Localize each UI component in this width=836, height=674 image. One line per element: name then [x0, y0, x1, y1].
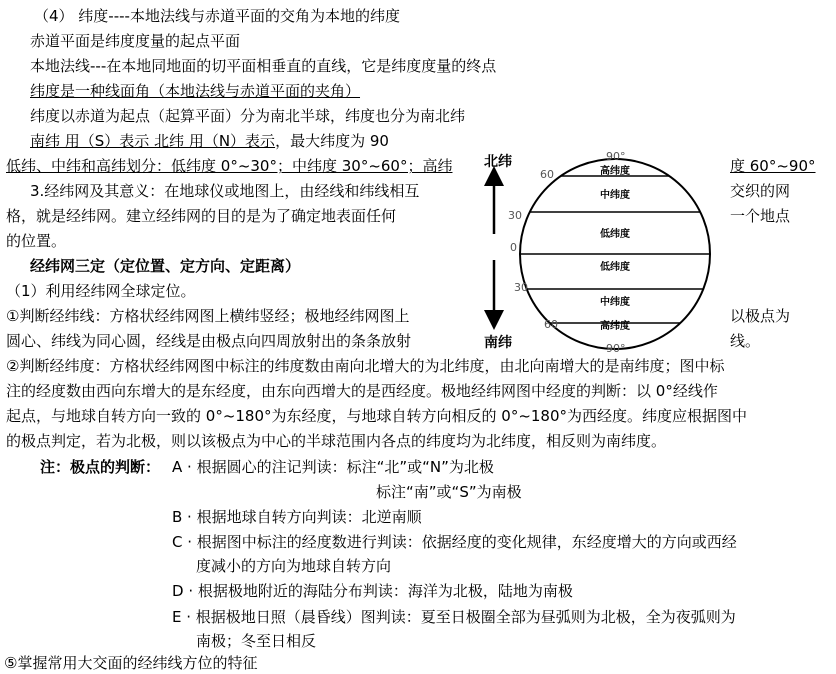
zone-mid-south: 中纬度 [600, 297, 630, 308]
degree-60-north: 60 [540, 168, 554, 181]
note-b: B · 根据地球自转方向判读：北逆南顺 [172, 508, 422, 526]
degree-90-top: 90° [606, 150, 626, 163]
section-heading-three-uses: 经纬网三定（定位置、定方向、定距离） [30, 257, 301, 275]
zone-high-south: 高纬度 [600, 321, 630, 332]
line-position: 的位置。 [6, 232, 67, 250]
note-c-cont: 度减小的方向为地球自转方向 [196, 557, 392, 575]
line-local-normal: 本地法线---在本地同地面的切平面相垂直的直线，它是纬度度量的终点 [30, 57, 497, 75]
note-a-cont: 标注“南”或“S”为南极 [376, 483, 522, 501]
line-east-west-rule: 起点，与地球自转方向一致的 0°~180°为东经度，与地球自转方向相反的 0°~180°为西经度。纬度应根据图中 [6, 407, 748, 425]
south-latitude-label: 南纬 [484, 335, 512, 351]
line-zone-division: 低纬、中纬和高纬划分：低纬度 0°~30°；中纬度 30°~60°；高纬 [6, 157, 453, 175]
note-e: E · 根据极地日照（晨昏线）图判读：夏至日极圈全部为昼弧则为北极，全为夜弧则为 [172, 608, 736, 626]
line-latitude-definition: （4） 纬度----本地法线与赤道平面的交角为本地的纬度 [34, 7, 400, 25]
line-line-plane-angle: 纬度是一种线面角（本地法线与赤道平面的夹角） [30, 82, 361, 100]
degree-90-bottom: 90° [606, 342, 626, 355]
line-radial-meridians: 圆心、纬线为同心圆，经线是由极点向四周放射出的条条放射 [6, 332, 412, 350]
zone-low-south: 低纬度 [600, 262, 630, 273]
line-longitude-rule: 注的经度数由西向东增大的是东经度，由东向西增大的是西经度。极地经纬网图中经度的判断：以 0°经线作 [6, 382, 718, 400]
line-graticule-meaning-end: 交织的网 [730, 182, 791, 200]
note-a: A · 根据圆心的注记判读：标注“北”或“N”为北极 [172, 458, 494, 476]
zone-low-north: 低纬度 [600, 229, 630, 240]
line-ns-notation [30, 130, 389, 152]
line-judge-lines: ①判断经纬线：方格状经纬网图上横纬竖经；极地经纬网图上 [6, 307, 410, 325]
cut-off-line: ⑤掌握常用大交面的经纬线方位的特征 [4, 654, 258, 672]
degree-30-north: 30 [508, 209, 522, 222]
line-radial-meridians-end: 线。 [730, 332, 761, 350]
line-zone-division-end: 度 60°~90° [730, 157, 816, 175]
degree-60-south: 60 [544, 318, 558, 331]
ns-notation-text: 南纬 用（S）表示 北纬 用（N）表示 [30, 132, 276, 150]
line-global-positioning: （1）利用经纬网全球定位。 [6, 282, 196, 300]
degree-0-equator: 0 [510, 241, 517, 254]
line-judge-lines-end: 以极点为 [730, 307, 791, 325]
line-judge-degrees: ②判断经纬度：方格状经纬网图中标注的纬度数由南向北增大的为北纬度，由北向南增大的是南纬度；图中标 [6, 357, 725, 375]
zone-high-north: 高纬度 [600, 166, 630, 177]
line-graticule-meaning: 3.经纬网及其意义：在地球仪或地图上，由经线和纬线相互 [30, 182, 420, 200]
latitude-zones-diagram [478, 148, 730, 356]
note-label: 注：极点的判断： [40, 458, 161, 476]
line-graticule-purpose: 格，就是经纬网。建立经纬网的目的是为了确定地表面任何 [6, 207, 397, 225]
max-latitude-text: ，最大纬度为 90 [275, 132, 389, 150]
line-equator-plane: 赤道平面是纬度度量的起点平面 [30, 32, 241, 50]
line-graticule-purpose-end: 一个地点 [730, 207, 791, 225]
line-hemispheres: 纬度以赤道为起点（起算平面）分为南北半球，纬度也分为南北纬 [30, 107, 466, 125]
degree-30-south: 30 [514, 281, 528, 294]
note-d: D · 根据极地附近的海陆分布判读：海洋为北极，陆地为南极 [172, 582, 573, 600]
line-pole-rule: 的极点判定，若为北极，则以该极点为中心的半球范围内各点的纬度均为北纬度，相反则为南纬度。 [6, 432, 667, 450]
north-latitude-label: 北纬 [484, 154, 512, 170]
zone-mid-north: 中纬度 [600, 190, 630, 201]
note-c: C · 根据图中标注的经度数进行判读：依据经度的变化规律，东经度增大的方向或西经 [172, 533, 737, 551]
note-e-cont: 南极；冬至日相反 [196, 632, 317, 650]
